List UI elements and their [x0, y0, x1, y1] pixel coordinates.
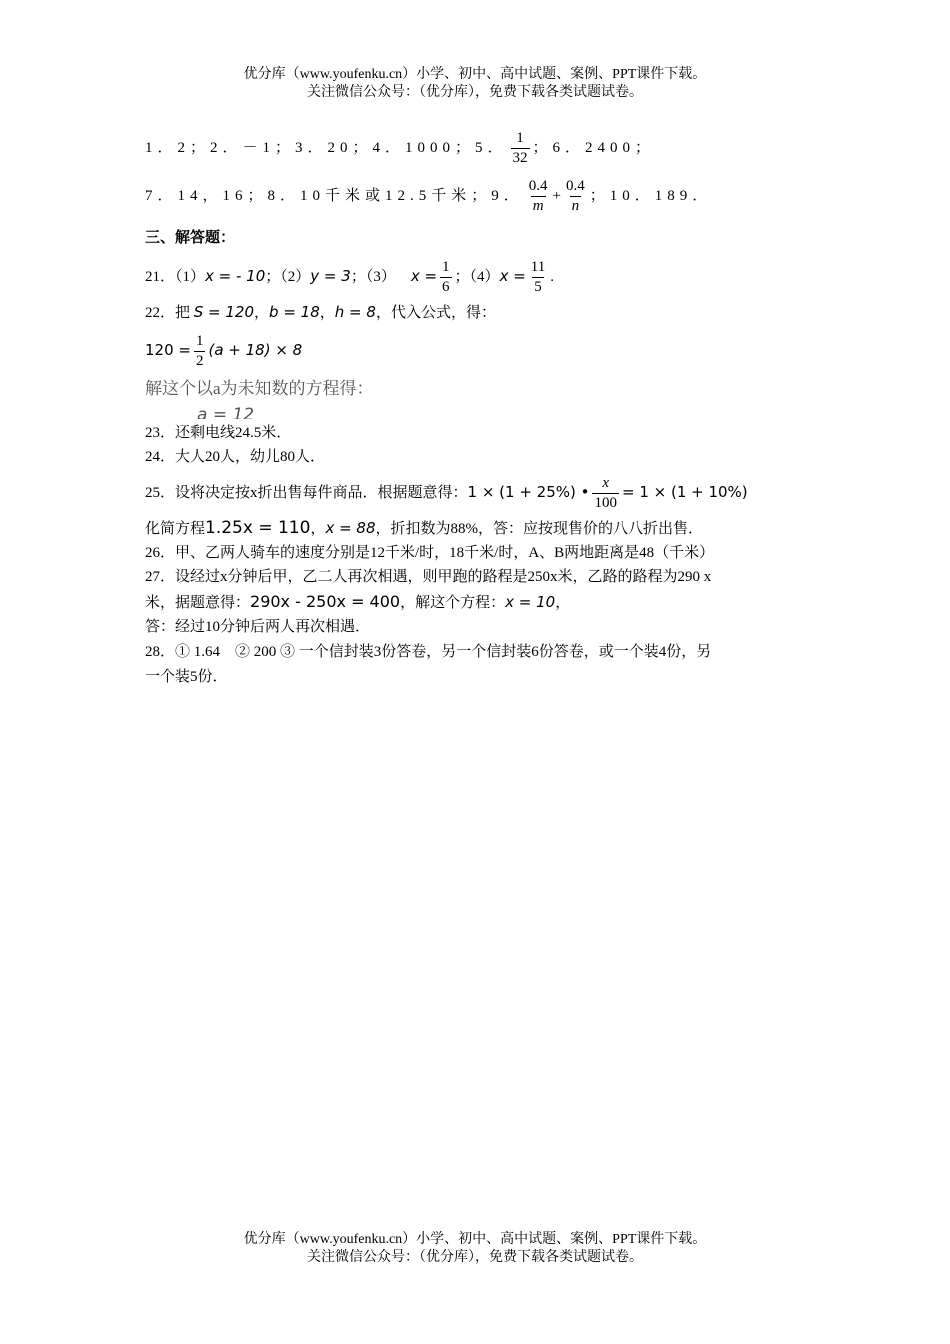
q22-b-value: b = 18: [269, 303, 320, 321]
q27-text-c: ，: [555, 595, 571, 611]
q21-eq4: x =: [499, 267, 526, 285]
footer-line-2: 关注微信公众号：（优分库），免费下载各类试题试卷。: [307, 1250, 643, 1265]
fraction-numerator: x: [602, 475, 610, 492]
header-line-1: 优分库（www.youfenku.cn）小学、初中、高中试题、案例、PPT课件下载。: [243, 67, 707, 82]
q22-equation: [145, 325, 815, 375]
q22-eq-right: (a + 18) × 8: [208, 341, 303, 359]
fraction-numerator: 11: [530, 259, 546, 276]
header-line-2: 关注微信公众号：（优分库），免费下载各类试题试卷。: [307, 85, 643, 100]
fraction-numerator: 1: [195, 333, 204, 350]
q27-text-b: ，解这个方程：: [400, 595, 506, 611]
q22-solve-text: 解这个以a为未知数的方程得：: [145, 379, 374, 398]
q22-result-clip: [145, 403, 815, 419]
q25-sep: ，: [310, 521, 326, 537]
fraction-0.4-over-m: [527, 177, 550, 216]
fraction-numerator: 0.4: [528, 178, 548, 195]
q21-end: .: [550, 269, 554, 285]
fraction-0.4-over-n: [564, 177, 587, 216]
q27-equation: 290x - 250x = 400: [250, 592, 401, 611]
q21-part4-label: ；（4）: [454, 269, 500, 285]
q21-eq1: x = - 10: [205, 267, 266, 285]
q25-simplified-eq: 1.25x = 110: [205, 518, 311, 538]
q27-line-2: [145, 589, 815, 615]
answers-7-9-text: 7．14，16；8．10千米或12.5千米；9．: [145, 188, 524, 204]
q22-label: 22．把: [145, 305, 191, 321]
q25-solution: x = 88: [325, 519, 376, 537]
q28-line-1: 28．① 1.64 ② 200 ③ 一个信封装3份答卷，另一个信封装6份答卷，或一个装4份，另: [145, 644, 712, 660]
q25-text: 25．设将决定按x折出售每件商品．根据题意得：: [145, 485, 468, 501]
q21-part3-label: ；（3）: [350, 269, 396, 285]
q22-eq-left: 120 =: [145, 341, 191, 359]
q27-line-1: 27．设经过x分钟后甲，乙二人再次相遇，则甲跑的路程是250x米，乙路的路程为290 x: [145, 569, 712, 585]
plus-sign: +: [552, 188, 561, 204]
q22-result: a = 12: [197, 405, 255, 419]
fraction-x-over-100: [592, 474, 619, 513]
q21-part2-label: ；（2）: [265, 269, 311, 285]
q22-substitute-text: ，代入公式，得：: [375, 305, 496, 321]
q21-eq3: x =: [410, 267, 438, 285]
q22-sep-1: ，: [254, 305, 270, 321]
fraction-11-over-5: [529, 258, 547, 297]
fraction-numerator: 0.4: [565, 178, 585, 195]
q22-sep-2: ，: [319, 305, 335, 321]
q26-answer: 26．甲、乙两人骑车的速度分别是12千米/时，18千米/时，A、B两地距离是48（千米）: [145, 545, 715, 561]
q21-answer: [145, 253, 815, 299]
q25-simplify-label: 化简方程: [145, 521, 206, 537]
fraction-denominator: 100: [594, 495, 617, 512]
footer-line-1: 优分库（www.youfenku.cn）小学、初中、高中试题、案例、PPT课件下载。: [243, 1232, 707, 1247]
answer-6-text: ；6．2400；: [532, 140, 656, 156]
fill-answers-row-2: [145, 171, 815, 221]
q24-answer: 24．大人20人，幼儿80人．: [145, 449, 326, 465]
section-3-title: 三、解答题：: [145, 230, 236, 246]
fraction-denominator: m: [532, 198, 544, 215]
q25-line-2: [145, 515, 815, 541]
fraction-denominator: n: [571, 198, 580, 215]
fraction-1-over-6: [440, 258, 452, 297]
q21-part1-label: 21．（1）: [145, 269, 206, 285]
q25-eq-left: 1 × (1 + 25%) •: [467, 483, 590, 501]
fraction-denominator: 6: [442, 279, 450, 296]
q25-eq-right: = 1 × (1 + 10%): [621, 483, 748, 501]
q25-conclusion: ，折扣数为88%，答：应按现售价的八八折出售．: [375, 521, 704, 537]
q27-text-a: 米，据题意得：: [145, 595, 251, 611]
q25-line-1: [145, 469, 815, 515]
fraction-numerator: 1: [516, 130, 524, 147]
q22-s-value: S = 120: [193, 303, 255, 321]
q22-line-1: [145, 299, 815, 325]
q27-line-3: 答：经过10分钟后两人再次相遇．: [145, 619, 371, 635]
fraction-denominator: 5: [534, 279, 542, 296]
answers-1-5-text: 1．2；2．－1；3．20；4．1000；5．: [145, 140, 508, 156]
q22-h-value: h = 8: [334, 303, 376, 321]
answer-10-text: ；10．189．: [589, 188, 713, 204]
fraction-numerator: 1: [442, 259, 450, 276]
page-footer: [0, 1231, 950, 1267]
q27-solution: x = 10: [505, 593, 556, 611]
q23-answer: 23．还剩电线24.5米．: [145, 425, 292, 441]
fraction-1-over-2: [194, 332, 206, 371]
page-header: [0, 66, 950, 102]
fraction-denominator: 2: [195, 353, 204, 370]
fraction-denominator: 32: [512, 150, 528, 167]
answer-content: [145, 125, 815, 689]
fraction-1-over-32: [511, 129, 530, 168]
q28-line-2: 一个装5份．: [145, 669, 228, 685]
q21-eq2: y = 3: [310, 267, 351, 285]
fill-answers-row-1: [145, 125, 815, 171]
